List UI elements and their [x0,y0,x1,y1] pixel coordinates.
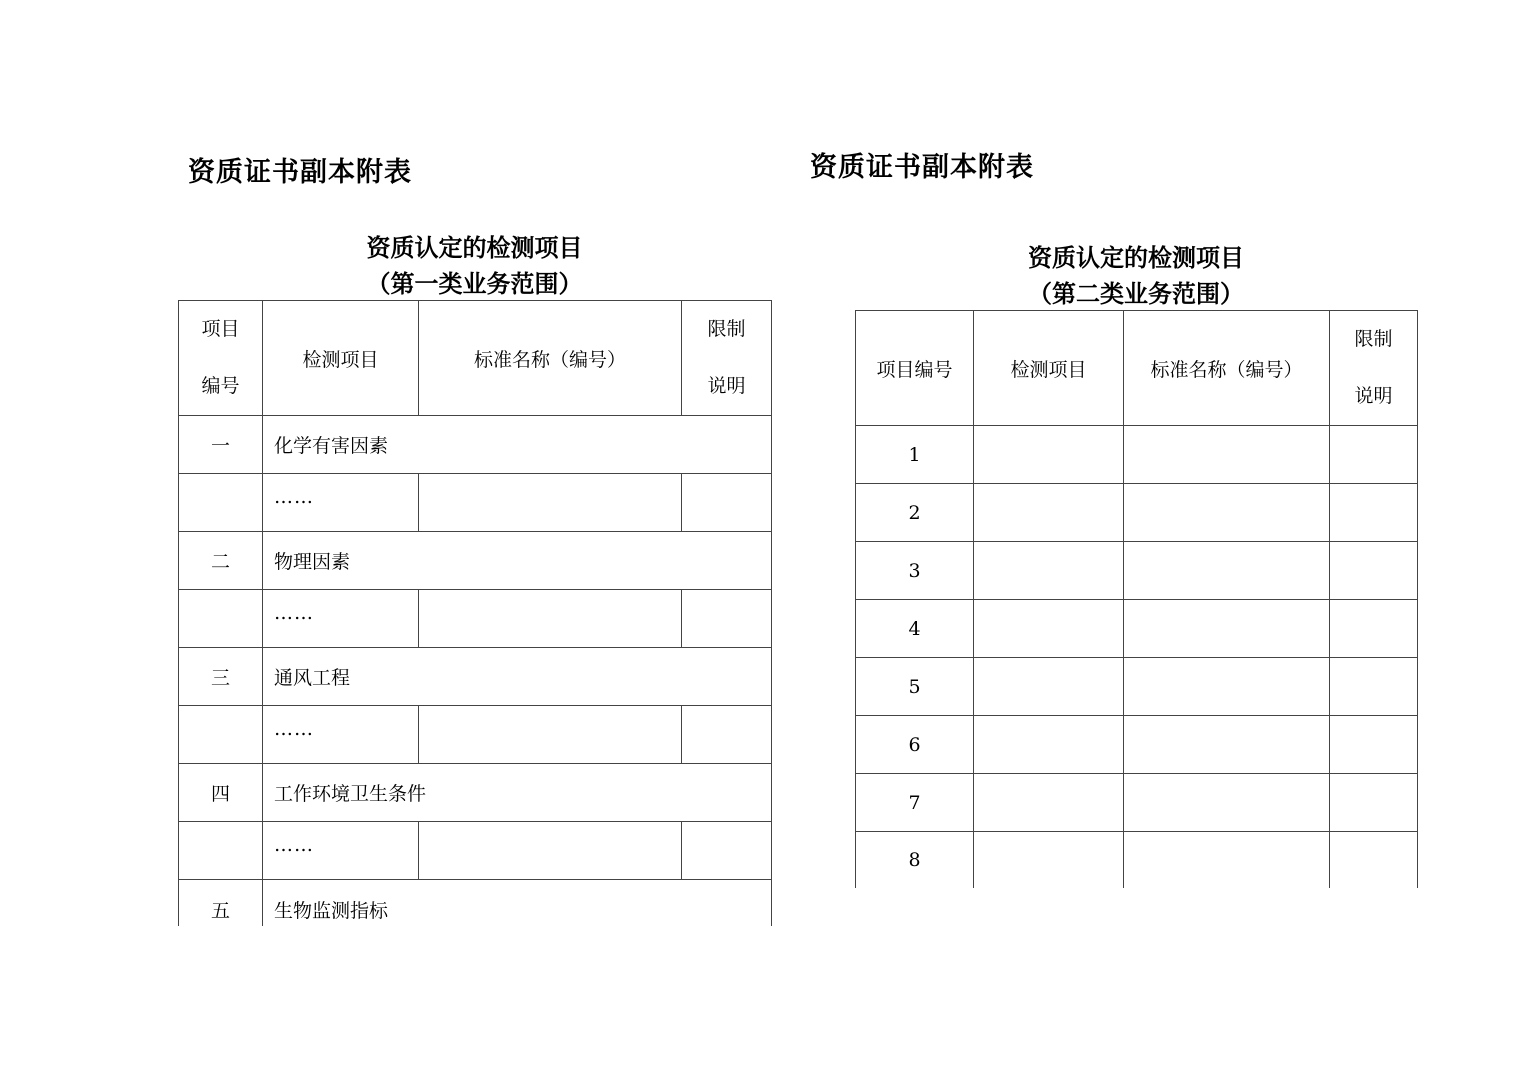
category-name: 通风工程 [263,648,772,706]
right-page-title: 资质证书副本附表 [810,152,1034,183]
category-row [179,648,772,706]
header-limit: 限制 说明 [1330,311,1418,426]
header-standard: 标准名称（编号） [419,301,682,416]
empty-cell [419,706,682,764]
placeholder-dots: …… [263,822,419,880]
header-test-item: 检测项目 [263,301,419,416]
category-name: 化学有害因素 [263,416,772,474]
empty-cell [974,716,1124,774]
header-standard: 标准名称（编号） [1124,311,1330,426]
empty-cell [1124,716,1330,774]
category-row [179,880,772,926]
category-name: 工作环境卫生条件 [263,764,772,822]
category-no: 四 [179,764,263,822]
empty-cell [179,474,263,532]
placeholder-row [179,822,772,880]
empty-cell [974,658,1124,716]
category-name: 物理因素 [263,532,772,590]
row-number: 1 [856,426,974,484]
right-heading-line2: （第二类业务范围） [1028,279,1244,308]
row-number: 5 [856,658,974,716]
empty-cell [974,542,1124,600]
category-row [179,416,772,474]
placeholder-row [179,474,772,532]
empty-cell [974,774,1124,832]
empty-cell [1124,658,1330,716]
empty-cell [1124,426,1330,484]
header-test-item: 检测项目 [974,311,1124,426]
empty-cell [1124,542,1330,600]
right-test-items-table [855,310,1418,888]
category-no: 一 [179,416,263,474]
empty-cell [179,706,263,764]
empty-cell [1124,774,1330,832]
empty-cell [179,822,263,880]
row-number: 3 [856,542,974,600]
table-row [856,832,1418,888]
empty-cell [682,822,772,880]
empty-cell [682,474,772,532]
table-row [856,542,1418,600]
empty-cell [1330,426,1418,484]
right-heading-line1: 资质认定的检测项目 [1028,243,1244,272]
placeholder-row [179,590,772,648]
empty-cell [1330,658,1418,716]
category-no: 三 [179,648,263,706]
row-number: 7 [856,774,974,832]
empty-cell [179,590,263,648]
table-row [856,426,1418,484]
table-row [856,484,1418,542]
row-number: 6 [856,716,974,774]
category-row [179,532,772,590]
header-item-no: 项目 编号 [179,301,263,416]
empty-cell [419,590,682,648]
empty-cell [1330,542,1418,600]
table-row [856,774,1418,832]
table-row [856,658,1418,716]
empty-cell [974,484,1124,542]
header-limit: 限制 说明 [682,301,772,416]
placeholder-dots: …… [263,706,419,764]
category-row [179,764,772,822]
empty-cell [682,590,772,648]
empty-cell [419,474,682,532]
empty-cell [419,822,682,880]
empty-cell [1124,484,1330,542]
left-header-row [179,301,772,416]
empty-cell [1124,600,1330,658]
empty-cell [1330,716,1418,774]
empty-cell [1124,832,1330,888]
placeholder-dots: …… [263,474,419,532]
empty-cell [1330,484,1418,542]
category-no: 五 [179,880,263,926]
right-header-row [856,311,1418,426]
left-table-heading [178,230,771,302]
empty-cell [1330,832,1418,888]
left-heading-line2: （第一类业务范围） [366,269,583,298]
empty-cell [1330,774,1418,832]
table-row [856,716,1418,774]
empty-cell [974,832,1124,888]
category-no: 二 [179,532,263,590]
left-heading-line1: 资质认定的检测项目 [366,233,583,262]
category-name: 生物监测指标 [263,880,772,926]
left-page-title: 资质证书副本附表 [188,157,412,188]
right-table-heading [855,240,1417,312]
row-number: 4 [856,600,974,658]
header-item-no: 项目编号 [856,311,974,426]
placeholder-dots: …… [263,590,419,648]
empty-cell [974,426,1124,484]
empty-cell [1330,600,1418,658]
row-number: 2 [856,484,974,542]
row-number: 8 [856,832,974,888]
empty-cell [974,600,1124,658]
table-row [856,600,1418,658]
placeholder-row [179,706,772,764]
empty-cell [682,706,772,764]
left-test-items-table [178,300,772,926]
